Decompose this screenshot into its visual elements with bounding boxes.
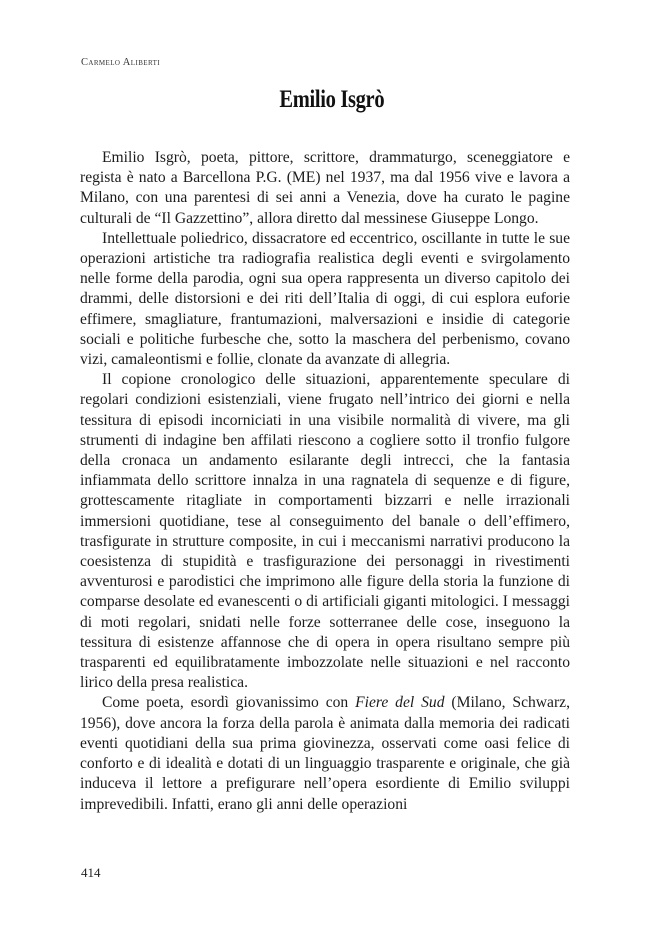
book-title-fiere-del-sud: Fiere del Sud [355, 694, 445, 712]
paragraph-4-rest: (Milano, Schwarz, 1956), dove ancora la forza della parola è animata dalla memoria dei radicati eventi quotidiani della sua prima giovinezza, osservati come oasi felice di conforto e di idealità e dotati di un linguaggio trasparente e originale, che già induceva il lettore a prefigurare nell’opera esordiente di Emilio sviluppi imprevedibili. Infatti, erano gli anni delle operazioni [80, 694, 570, 813]
paragraph-4 [80, 693, 570, 814]
page-number: 414 [81, 865, 101, 880]
paragraph-1: Emilio Isgrò, poeta, pittore, scrittore, drammaturgo, sceneggiatore e regista è nato a Barcellona P.G. (ME) nel 1937, ma dal 1956 vive e lavora a Milano, con una parentesi di sei anni a Venezia, dove ha curato le pagine culturali de “Il Gazzettino”, allora diretto dal messinese Giuseppe Longo. [80, 149, 570, 227]
article-body [80, 148, 570, 815]
running-head: Carmelo Aliberti [81, 57, 160, 68]
paragraph-2: Intellettuale poliedrico, dissacratore ed eccentrico, oscillante in tutte le sue operazioni artistiche tra radiografia realistica degli eventi e svirgolamento nelle forme della parodia, ogni sua opera rappresenta un diverso capitolo dei drammi, delle distorsioni e dei riti dell’Italia di oggi, di cui esplora euforie effimere, smagliature, frantumazioni, malversazioni e insidie di categorie sociali e politiche furbesche che, sotto la maschera del perbenismo, covano vizi, camaleontismi e follie, clonate da avanzate di allegria. [80, 229, 570, 369]
paragraph-3: Il copione cronologico delle situazioni, apparentemente speculare di regolari condizioni esistenziali, viene frugato nell’intrico dei giorni e nella tessitura di episodi incorniciati in una visibile normalità di vivere, ma gli strumenti di indagine ben affilati riescono a cogliere sotto il tronfio fulgore della cronaca un andamento esilarante degli intrecci, che la fantasia infiammata dello scrittore innalza in una ragnatela di sequenze e di figure, grottescamente ritagliate in comportamenti bizzarri e nelle irrazionali immersioni quotidiane, tese al conseguimento del banale o dell’effimero, trasfigurate in strutture composite, in cui i meccanismi narrativi producono la coesistenza di stupidità e trasfigurazione dei personaggi in rivestimenti avventurosi e parodistici che imprimono alle figure della storia la funzione di comparse desolate ed evanescenti o di artificiali giganti mitologici. I messaggi di moti regolari, snidati nelle forze sotterranee delle cose, inseguono la tessitura di esistenze affannose che di opera in opera risultano sempre più trasparenti ed equilibratamente imbozzolate nelle situazioni e nel racconto lirico della presa realistica. [80, 371, 570, 692]
paragraph-4-start: Come poeta, esordì giovanissimo con [102, 694, 356, 712]
article-title: Emilio Isgrò [279, 86, 385, 113]
